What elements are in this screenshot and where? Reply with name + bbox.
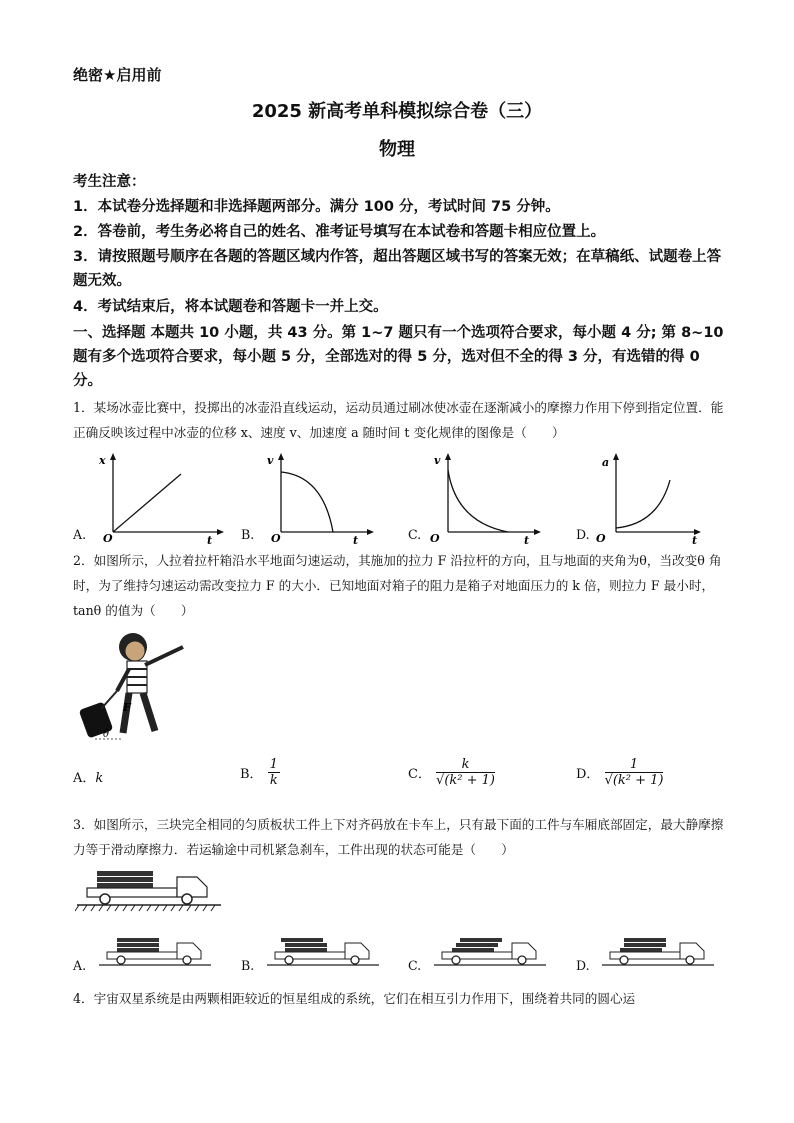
numerator: 1 [605,757,664,773]
fraction [436,757,495,788]
origin-label: O [430,532,440,545]
option-label: D. [576,958,590,973]
force-label: F [123,701,131,714]
wheel [285,956,293,964]
workpiece-bottom [285,948,327,952]
person-face [125,641,145,661]
workpiece-middle [285,943,327,947]
option-label: D. [576,527,590,542]
workpiece-top [460,938,502,942]
option-label: C. [408,527,422,542]
denominator: √(k² + 1) [604,773,664,788]
wheel [351,956,359,964]
question-3-stem: 3．如图所示，三块完全相同的匀质板状工件上下对齐码放在卡车上，只有最下面的工件与车厢底部固定，最大静摩擦力等于滑动摩擦力．若运输途中司机紧急刹车，工件出现的状态可能是（ ） [73,817,724,857]
question-1-stem: 1．某场冰壶比赛中，投掷出的冰壶沿直线运动，运动员通过刷冰使冰壶在逐渐减小的摩擦力作用下停到指定位置．能正确反映该过程中冰壶的位移 x、速度 v、加速度 a 随时间 t 变化规律的图像是（ ） [73,400,724,440]
origin-label: O [103,532,113,545]
option-c [408,757,495,788]
option-label: A. [73,527,87,542]
question-3-options [73,928,743,978]
suitcase-figure [75,625,195,745]
y-label: a [602,456,610,469]
wheel [100,894,110,904]
notice-item: 2．答卷前，考生务必将自己的姓名、准考证号填写在本试卷和答题卡相应位置上。 [73,224,606,240]
wheel [518,956,526,964]
truck-cab [177,877,207,897]
wheel [686,956,694,964]
y-arrow [613,453,619,460]
wheel [117,956,125,964]
graph-d [596,450,731,545]
person-raised-arm [145,647,183,665]
option-label: C. [408,958,422,973]
confidential-mark: 绝密★启用前 [73,66,162,84]
numerator: 1 [269,757,278,772]
option-a [73,767,103,786]
y-arrow [110,453,116,460]
workpiece-middle [456,943,498,947]
workpiece-middle [117,943,159,947]
graph-curve [616,480,670,528]
workpiece-top [281,938,323,942]
graph-a [93,450,228,545]
truck-option-d [602,928,717,970]
option-label: B. [241,958,255,973]
question-2-stem: 2．如图所示，人拉着拉杆箱沿水平地面匀速运动，其施加的拉力 F 沿拉杆的方向，且与地面的夹角为θ，当改变θ 角时，为了维持匀速运动需改变拉力 F 的大小．已知地面对箱子的阻力是箱子对地面压力的 k 倍，则拉力 F 最小时，tanθ 的值为（ ） [73,553,722,618]
x-label: t [692,534,698,545]
angle-label: θ [103,729,110,740]
truck-figure [75,865,225,915]
y-arrow [445,453,451,460]
workpiece-middle [97,877,153,882]
notice-item: 4．考试结束后，将本试题卷和答题卡一并上交。 [73,299,388,315]
wheel [452,956,460,964]
x-arrow [367,529,374,535]
y-label: x [99,454,106,467]
numerator: k [436,757,495,773]
workpiece-top [117,938,159,942]
x-label: t [353,534,359,545]
denominator: k [269,773,278,788]
notice-heading: 考生注意： [73,174,146,190]
graph-curve [448,470,508,532]
option-label: A. [73,958,87,973]
x-arrow [217,529,224,535]
graph-b [261,450,396,545]
truck-option-a [99,928,214,970]
truck-option-b [267,928,382,970]
question-1-graphs [73,450,743,550]
workpiece-bottom [97,883,153,888]
workpiece-top [97,871,153,876]
y-label: v [434,454,441,467]
workpiece-middle [624,943,666,947]
workpiece-bottom [452,948,494,952]
graph-curve [281,472,333,532]
option-d [576,757,663,788]
truck-option-c [434,928,549,970]
section-heading: 一、选择题 本题共 10 小题，共 43 分。第 1~7 题只有一个选项符合要求，每小题 4 分; 第 8~10 题有多个选项符合要求，每小题 5 分，全部选对的得 5 分，选对但不全的得 3 分，有选错的得 0 分。 [73,325,724,389]
question-2-options [73,757,733,803]
notice-item: 1．本试卷分选择题和非选择题两部分。满分 100 分，考试时间 75 分钟。 [73,199,560,215]
ground-hatch [75,905,215,911]
workpiece-bottom [620,948,662,952]
notice-item: 3．请按照题号顺序在各题的答题区域内作答，超出答题区域书写的答案无效；在草稿纸、试题卷上答题无效。 [73,249,722,289]
origin-label: O [271,532,281,545]
option-label: D． [576,767,600,782]
y-label: v [267,454,274,467]
denominator: √(k² + 1) [436,773,495,788]
workpiece-bottom [117,948,159,952]
exam-title: 2025 新高考单科模拟综合卷（三） [251,101,543,122]
wheel [620,956,628,964]
option-label: A． [73,771,96,786]
option-label: B． [240,767,263,782]
question-4-stem: 4．宇宙双星系统是由两颗相距较近的恒星组成的系统，它们在相互引力作用下，围绕着共同的圆心运 [73,991,636,1006]
option-a-expr: k [95,771,104,786]
x-label: t [207,534,213,545]
fraction [605,757,664,788]
origin-label: O [596,532,606,545]
graph-c [428,450,563,545]
exam-subject: 物理 [379,139,415,160]
wheel [183,956,191,964]
graph-curve [113,474,181,532]
x-arrow [534,529,541,535]
option-label: B. [241,527,255,542]
option-label: C． [408,767,431,782]
suitcase-handle [101,691,117,709]
x-label: t [524,534,530,545]
y-arrow [278,453,284,460]
workpiece-top [624,938,666,942]
fraction [268,757,280,788]
wheel [182,894,192,904]
option-b [240,757,280,788]
